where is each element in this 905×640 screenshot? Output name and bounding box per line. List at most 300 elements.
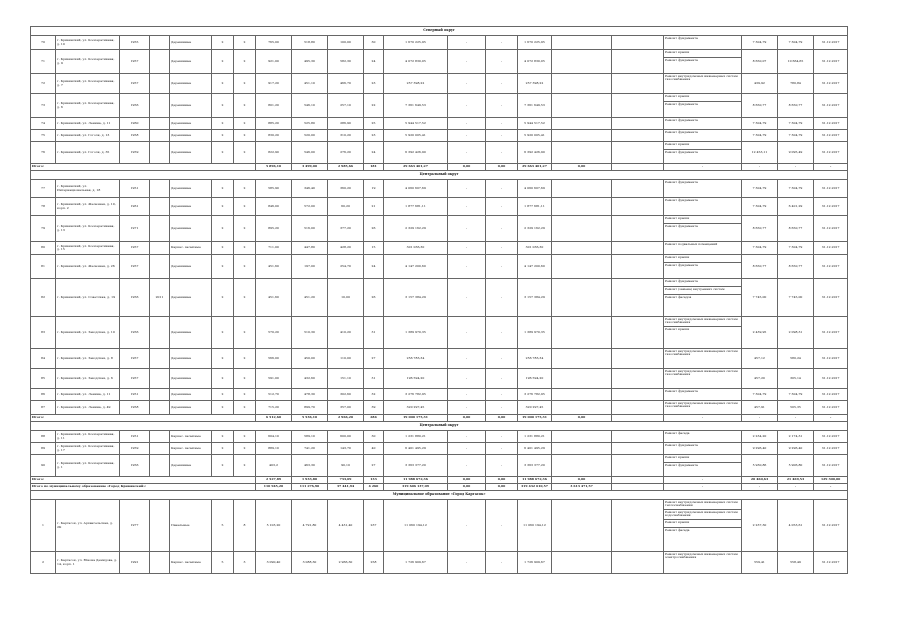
work-type-item: Ремонт фундамента	[664, 279, 741, 287]
entrances-cell: 2	[234, 255, 256, 279]
unit-cost-cell: 2 439,95	[742, 317, 778, 349]
floors-cell: 2	[212, 180, 234, 198]
limit-cost-cell: 8 650,77	[778, 216, 814, 242]
build-year-cell: 1955	[120, 36, 150, 50]
owned-area-cell: 90,10	[328, 455, 364, 477]
build-year-cell: 1956	[120, 279, 150, 317]
floors-cell: 2	[212, 279, 234, 317]
entrances-cell: 2	[234, 443, 256, 455]
works-list-cell	[664, 74, 742, 94]
living-area-cell: 525,80	[292, 118, 328, 130]
owned-area-cell: 110,00	[328, 349, 364, 369]
floors-cell: 2	[212, 455, 234, 477]
works-list-cell	[664, 500, 742, 552]
unit-cost-sum: -	[742, 415, 778, 422]
limit-cost-sum: -	[778, 415, 814, 422]
fund-source-3-cell: 1 231 880,21	[518, 431, 552, 443]
section-header-row	[31, 491, 848, 500]
work-type-item: Ремонт крыши	[664, 455, 741, 463]
row-number: 77	[31, 180, 56, 198]
repair-year-cell	[150, 50, 170, 74]
unit-cost-cell: 7 304,79	[742, 118, 778, 130]
repair-year-cell	[150, 198, 170, 216]
owned-area-cell: 143,70	[328, 443, 364, 455]
row-number: 74	[31, 118, 56, 130]
fund-source-4-sum: 0,00	[552, 415, 612, 422]
work-type-item: Ремонт фундамента	[665, 118, 698, 122]
floors-cell: 2	[212, 369, 234, 389]
repair-year-cell	[150, 74, 170, 94]
wall-material-cell: Деревянные	[170, 216, 212, 242]
fund-source-4-sum: 0,00	[552, 164, 612, 171]
total-area-cell: 895,20	[256, 216, 292, 242]
works-list-cell	[664, 216, 742, 242]
total-cost-cell: 257 398,22	[384, 74, 448, 94]
residents-cell: 25	[364, 118, 384, 130]
fund-source-3-cell: 4 147 200,60	[518, 255, 552, 279]
fund-source-4-cell	[552, 242, 612, 255]
floors-cell: 2	[212, 317, 234, 349]
floors-cell: 2	[212, 443, 234, 455]
fund-source-3-sum: 11 988 672,36	[518, 477, 552, 484]
fund-source-1-cell: -	[448, 369, 486, 389]
fund-source-3-cell: 3 157 384,29	[518, 279, 552, 317]
limit-cost-cell: 7 304,79	[778, 118, 814, 130]
table-row	[31, 74, 848, 94]
fund-source-4-cell	[552, 36, 612, 50]
floors-cell: 2	[212, 216, 234, 242]
repair-year-cell	[150, 369, 170, 389]
fund-source-4-cell	[552, 255, 612, 279]
total-area-cell: 604,10	[256, 431, 292, 443]
fund-source-3-cell: 3 363 377,20	[518, 455, 552, 477]
total-cost-sum: 11 988 672,36	[384, 477, 448, 484]
row-number: 87	[31, 401, 56, 415]
entrances-cell: 2	[234, 130, 256, 142]
completion-date-cell: 31.12.2017	[814, 455, 848, 477]
row-number: 82	[31, 279, 56, 317]
build-year-cell: 1956	[120, 94, 150, 118]
wall-material-cell: Деревянные	[170, 36, 212, 50]
address-cell: г. Кривянский, ул. Кооперативная, д. 6	[56, 94, 120, 118]
entrances-cell: 2	[234, 369, 256, 389]
completion-date-cell: 31.12.2017	[814, 500, 848, 552]
work-type-item: Ремонт внутридомовых инженерных систем газоснабжения	[665, 349, 738, 357]
total-area-cell: 451,60	[256, 279, 292, 317]
entrances-cell: 2	[234, 317, 256, 349]
table-row	[31, 94, 848, 118]
owned-area-cell: 377,20	[328, 216, 364, 242]
owned-area-cell: 100,00	[328, 36, 364, 50]
work-type-item: Ремонт внутридомовых инженерных систем водоснабжения	[664, 510, 741, 520]
address-cell: г. Каргасок, ул. Юнона Демидова, д. 14, корп. 1	[56, 552, 120, 574]
work-type-item: Ремонт фундамента	[665, 36, 698, 40]
works-list-cell	[664, 198, 742, 216]
works-list-cell	[664, 130, 742, 142]
table-row	[31, 216, 848, 242]
build-year-cell: 1957	[120, 369, 150, 389]
completion-date-cell: 31.12.2017	[814, 552, 848, 574]
entrances-cell: 2	[234, 431, 256, 443]
address-cell: г. Кривянский, ул. Кооперативная, д. 15	[56, 242, 120, 255]
limit-cost-cell: 7 304,79	[778, 389, 814, 401]
floors-cell: 2	[212, 94, 234, 118]
unit-cost-cell: 439,92	[742, 74, 778, 94]
floors-cell: 2	[212, 401, 234, 415]
fund-source-3-cell: 257 398,22	[518, 74, 552, 94]
wall-material-cell: Деревянные	[170, 317, 212, 349]
fund-source-2-cell: -	[486, 216, 518, 242]
works-list-cell	[664, 36, 742, 50]
total-cost-cell: 5 920 005,41	[384, 130, 448, 142]
date-sum: -	[814, 484, 848, 491]
limit-cost-cell: 780,84	[778, 74, 814, 94]
limit-cost-cell: 8 650,77	[778, 94, 814, 118]
works-dash: -	[664, 477, 742, 484]
build-year-cell: 1957	[120, 50, 150, 74]
residents-cell: 15	[364, 242, 384, 255]
address-cell: г. Кривянский, ул. Заводская, д. 10	[56, 317, 120, 349]
limit-cost-cell: 10 664,65	[778, 50, 814, 74]
total-area-sum: 110 945,20	[256, 484, 292, 491]
living-area-cell: 572,00	[292, 198, 328, 216]
unit-cost-cell: 7 304,79	[742, 36, 778, 50]
section-title: Муниципальное образование «Город Каргасок»	[31, 491, 848, 500]
residents-cell: 24	[364, 50, 384, 74]
unit-cost-sum: 20 460,63	[742, 477, 778, 484]
completion-date-cell: 31.12.2017	[814, 369, 848, 389]
total-cost-cell: 1 389 970,35	[384, 317, 448, 349]
total-cost-cell: 4 060 607,69	[384, 180, 448, 198]
total-cost-cell: 3 363 377,20	[384, 455, 448, 477]
work-type-item: Ремонт крыши	[664, 216, 741, 224]
wall-material-cell: Деревянные	[170, 142, 212, 164]
works-list-cell	[664, 180, 742, 198]
unit-cost-cell: 8 650,77	[742, 94, 778, 118]
floors-cell: 2	[212, 431, 234, 443]
address-cell: г. Кривянский, ул. Заводская, д. 6	[56, 369, 120, 389]
table-row	[31, 118, 848, 130]
works-list-cell	[664, 401, 742, 415]
row-number: 76	[31, 142, 56, 164]
wall-material-cell: Деревянные	[170, 369, 212, 389]
work-type-item: Ремонт фундамента	[665, 389, 698, 393]
wall-material-cell: Деревянные	[170, 118, 212, 130]
spacer-cell	[612, 74, 664, 94]
wall-material-cell: Каркас. засыпные	[170, 242, 212, 255]
living-area-cell: 197,00	[292, 255, 328, 279]
total-area-cell: 715,20	[256, 401, 292, 415]
address-cell: г. Кривянский, ул. Ленина, д. 11	[56, 389, 120, 401]
total-cost-cell: 1 231 880,21	[384, 431, 448, 443]
build-year-cell: 1957	[120, 74, 150, 94]
unit-cost-cell: 5 930,86	[742, 455, 778, 477]
fund-source-1-cell: -	[448, 50, 486, 74]
total-cost-cell: 1 877 681,11	[384, 198, 448, 216]
unit-cost-sum: -	[742, 164, 778, 171]
work-type-item: Ремонт фундамента	[665, 198, 698, 202]
row-number: 88	[31, 431, 56, 443]
work-type-item: Ремонт фундамента	[665, 263, 698, 267]
build-year-cell: 1959	[120, 443, 150, 455]
works-dash: -	[664, 164, 742, 171]
fund-source-1-cell: -	[448, 552, 486, 574]
spacer-cell	[612, 279, 664, 317]
completion-date-cell: 31.12.2017	[814, 401, 848, 415]
living-area-sum: 3 499,00	[292, 164, 328, 171]
residents-cell: 19	[364, 180, 384, 198]
fund-source-3-cell: 4 060 607,69	[518, 180, 552, 198]
address-cell: г. Кривянский, ул. Гоголя, д. 35	[56, 142, 120, 164]
owned-area-cell: 10,00	[328, 279, 364, 317]
works-list-cell	[664, 255, 742, 279]
entrances-cell: 2	[234, 94, 256, 118]
fund-source-2-sum: 0,00	[486, 484, 518, 491]
entrances-cell: 2	[234, 74, 256, 94]
entrances-cell: 2	[234, 279, 256, 317]
fund-source-3-cell: 6 401 495,29	[518, 443, 552, 455]
repair-year-cell	[150, 255, 170, 279]
fund-source-1-sum: 0,00	[448, 477, 486, 484]
fund-source-1-cell: -	[448, 142, 486, 164]
work-type-item: Ремонт фундамента	[665, 443, 698, 447]
unit-cost-cell: 7 304,79	[742, 130, 778, 142]
unit-cost-cell: 8 650,77	[742, 216, 778, 242]
fund-source-4-sum: 0,00	[552, 477, 612, 484]
limit-cost-cell: 2 098,31	[778, 317, 814, 349]
works-list-cell	[664, 552, 742, 574]
wall-material-cell: Деревянные	[170, 50, 212, 74]
work-type-item: Ремонт внутридомовых инженерных систем газоснабжения	[665, 74, 738, 82]
fund-source-3-sum: 19 000 175,31	[518, 415, 552, 422]
total-cost-sum: 319 606 137,09	[384, 484, 448, 491]
fund-source-4-cell	[552, 142, 612, 164]
fund-source-4-cell	[552, 198, 612, 216]
total-label: Итого:	[31, 477, 256, 484]
address-cell: г. Кривянский, ул. Заводская, д. 8	[56, 349, 120, 369]
fund-source-2-cell: -	[486, 198, 518, 216]
unit-cost-cell: 457,20	[742, 369, 778, 389]
section-header-row	[31, 171, 848, 180]
residents-sum: 4 260	[364, 484, 384, 491]
completion-date-cell: 31.12.2017	[814, 142, 848, 164]
fund-source-2-cell: -	[486, 455, 518, 477]
owned-area-cell: 428,20	[328, 242, 364, 255]
table-row	[31, 369, 848, 389]
works-list-cell	[664, 443, 742, 455]
limit-cost-cell: 5 906,80	[778, 455, 814, 477]
fund-source-4-cell	[552, 180, 612, 198]
fund-source-1-cell: -	[448, 242, 486, 255]
fund-source-1-sum: 0,00	[448, 164, 486, 171]
spacer-cell	[612, 552, 664, 574]
fund-source-4-cell	[552, 118, 612, 130]
spacer-cell	[612, 255, 664, 279]
limit-cost-cell: 558,49	[778, 552, 814, 574]
residents-cell: 27	[364, 349, 384, 369]
living-area-cell: 899,70	[292, 401, 328, 415]
fund-source-3-cell: 320 297,45	[518, 401, 552, 415]
build-year-cell: 1958	[120, 401, 150, 415]
total-cost-cell: 4 147 200,60	[384, 255, 448, 279]
unit-cost-cell: 12 453,11	[742, 142, 778, 164]
fund-source-2-sum: 0,00	[486, 415, 518, 422]
fund-source-1-cell: -	[448, 455, 486, 477]
works-list-cell	[664, 242, 742, 255]
limit-cost-cell: 580,24	[778, 349, 814, 369]
address-cell: г. Кривянский, ул. Советская, д. 19	[56, 279, 120, 317]
section-header-row	[31, 422, 848, 431]
unit-cost-cell: 457,91	[742, 401, 778, 415]
fund-source-3-cell: 4 072 830,05	[518, 50, 552, 74]
fund-source-1-cell: -	[448, 317, 486, 349]
work-type-item: Ремонт фундамента	[665, 180, 698, 184]
living-area-cell: 447,80	[292, 242, 328, 255]
row-number: 84	[31, 349, 56, 369]
living-area-cell: 478,30	[292, 389, 328, 401]
fund-source-4-cell	[552, 552, 612, 574]
completion-date-cell: 31.12.2017	[814, 389, 848, 401]
completion-date-cell: 31.12.2017	[814, 130, 848, 142]
wall-material-cell: Деревянные	[170, 455, 212, 477]
works-list-cell	[664, 317, 742, 349]
fund-source-1-sum: 0,00	[448, 415, 486, 422]
fund-source-3-cell: 1 877 681,11	[518, 198, 552, 216]
work-type-item: Ремонт внутридомовых инженерных систем газоснабжения	[665, 401, 738, 409]
residents-cell: 23	[364, 130, 384, 142]
limit-cost-sum: -	[778, 164, 814, 171]
total-area-cell: 512,70	[256, 389, 292, 401]
fund-source-2-cell: -	[486, 94, 518, 118]
residents-cell: 31	[364, 369, 384, 389]
limit-cost-cell: 8 650,77	[778, 255, 814, 279]
owned-area-cell: 2 966,30	[328, 552, 364, 574]
repair-year-cell	[150, 94, 170, 118]
limit-cost-sum: -	[778, 484, 814, 491]
total-area-cell: 801,20	[256, 94, 292, 118]
spacer-cell	[612, 415, 664, 422]
repair-year-cell	[150, 317, 170, 349]
floors-cell: 2	[212, 349, 234, 369]
residents-cell: 23	[364, 74, 384, 94]
owned-area-sum: 37 441,94	[328, 484, 364, 491]
build-year-cell: 1961	[120, 198, 150, 216]
work-type-item: Ремонт фундамента	[665, 463, 698, 467]
residents-cell: 21	[364, 198, 384, 216]
total-cost-cell: 1 670 225,95	[384, 36, 448, 50]
living-area-cell: 495,30	[292, 50, 328, 74]
work-type-item: Ремонт фундамента	[665, 130, 698, 134]
repair-year-cell	[150, 242, 170, 255]
work-type-item: Ремонт фундамента	[665, 150, 698, 154]
wall-material-cell: Деревянные	[170, 255, 212, 279]
living-area-cell: 741,20	[292, 443, 328, 455]
wall-material-cell: Деревянные	[170, 180, 212, 198]
total-label: Итого по муниципальному образованию «Город Кривянский»:	[31, 484, 256, 491]
fund-source-2-cell: -	[486, 36, 518, 50]
address-cell: г. Каргасок, ул. Архангельская, д. 2К	[56, 500, 120, 552]
fund-source-4-cell	[552, 50, 612, 74]
residents-cell: 258	[364, 552, 384, 574]
table-row	[31, 36, 848, 50]
residents-cell: 22	[364, 94, 384, 118]
work-type-item: Ремонт внутридомовых инженерных систем электроснабжения	[665, 552, 738, 560]
fund-source-3-cell: 5 920 005,41	[518, 130, 552, 142]
repair-year-cell	[150, 142, 170, 164]
unit-cost-cell: 559,41	[742, 552, 778, 574]
floors-cell: 5	[212, 500, 234, 552]
row-number: 73	[31, 94, 56, 118]
fund-source-3-cell: 6 392 426,90	[518, 142, 552, 164]
owned-area-cell: 276,20	[328, 142, 364, 164]
limit-cost-cell: 7 304,79	[778, 180, 814, 198]
entrances-cell: 2	[234, 50, 256, 74]
total-cost-cell: 1 726 909,67	[384, 552, 448, 574]
residents-cell: 30	[364, 36, 384, 50]
table-row	[31, 552, 848, 574]
table-row	[31, 500, 848, 552]
residents-cell: 27	[364, 455, 384, 477]
spacer-cell	[612, 216, 664, 242]
living-area-sum: 1 933,80	[292, 477, 328, 484]
fund-source-2-cell: -	[486, 431, 518, 443]
table-row	[31, 255, 848, 279]
floors-cell: 2	[212, 50, 234, 74]
residents-cell: 32	[364, 389, 384, 401]
repair-year-cell	[150, 389, 170, 401]
total-label: Итого:	[31, 415, 256, 422]
residents-sum: 284	[364, 415, 384, 422]
build-year-cell: 1957	[120, 242, 150, 255]
limit-cost-cell: 505,35	[778, 401, 814, 415]
completion-date-cell: 31.12.2017	[814, 279, 848, 317]
total-area-cell: 830,20	[256, 130, 292, 142]
fund-source-1-cell: -	[448, 431, 486, 443]
living-area-cell: 451,10	[292, 74, 328, 94]
fund-source-4-cell	[552, 443, 612, 455]
work-type-item: Ремонт крыши	[664, 520, 741, 528]
address-cell: г. Кривянский, ул. Кооперативная, д. 7	[56, 74, 120, 94]
fund-source-2-cell: -	[486, 255, 518, 279]
spacer-cell	[612, 130, 664, 142]
row-number: 78	[31, 198, 56, 216]
spacer-cell	[612, 118, 664, 130]
fund-source-3-cell: 196 594,20	[518, 369, 552, 389]
fund-source-2-cell: -	[486, 118, 518, 130]
total-area-cell: 822,90	[256, 142, 292, 164]
works-list-cell	[664, 369, 742, 389]
fund-source-1-cell: -	[448, 279, 486, 317]
fund-source-3-cell: 7 361 649,53	[518, 94, 552, 118]
owned-area-cell: 257,10	[328, 94, 364, 118]
build-year-cell: 1956	[120, 317, 150, 349]
total-cost-cell: 3 276 782,95	[384, 389, 448, 401]
living-area-cell: 589,10	[292, 431, 328, 443]
wall-material-cell: Каркас. засыпные	[170, 443, 212, 455]
completion-date-cell: 31.12.2017	[814, 431, 848, 443]
living-area-cell: 510,30	[292, 317, 328, 349]
works-dash: -	[664, 484, 742, 491]
spacer-cell	[612, 477, 664, 484]
row-number: 2	[31, 552, 56, 574]
document-sheet	[30, 26, 847, 574]
total-cost-cell: 196 594,20	[384, 369, 448, 389]
spacer-cell	[612, 500, 664, 552]
address-cell: г. Кривянский, ул. Кооперативная, д. 10	[56, 36, 120, 50]
owned-area-cell: 302,60	[328, 389, 364, 401]
total-cost-sum: 29 663 401,27	[384, 164, 448, 171]
unit-cost-cell: 8 650,77	[742, 255, 778, 279]
